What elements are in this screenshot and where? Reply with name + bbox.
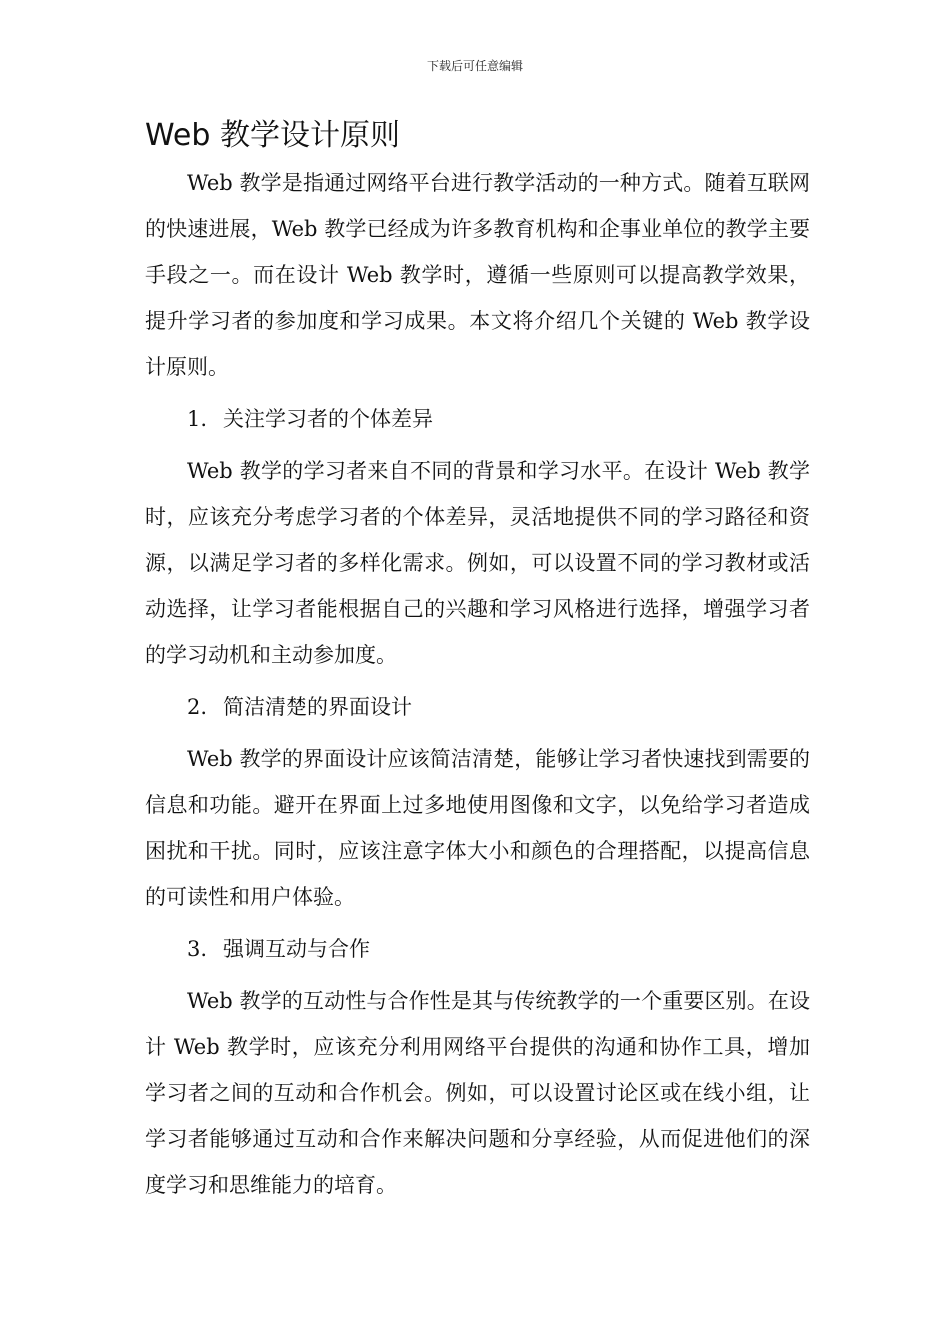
section-body-1: Web 教学的学习者来自不同的背景和学习水平。在设计 Web 教学时，应该充分考虑学习者的个体差异，灵活地提供不同的学习路径和资源，以满足学习者的多样化需求。例如，可以设置不同的学习教材或活动选择，让学习者能根据自己的兴趣和学习风格进行选择，增强学习者的学习动机和主动参加度。	[145, 459, 810, 667]
document-body	[145, 160, 810, 1208]
section-number: 1.	[187, 407, 208, 431]
section-heading-text: 简洁清楚的界面设计	[223, 695, 412, 719]
section-heading-text: 关注学习者的个体差异	[223, 407, 433, 431]
section-body-3: Web 教学的互动性与合作性是其与传统教学的一个重要区别。在设计 Web 教学时，应该充分利用网络平台提供的沟通和协作工具，增加学习者之间的互动和合作机会。例如，可以设置讨论区或在线小组，让学习者能够通过互动和合作来解决问题和分享经验，从而促进他们的深度学习和思维能力的培育。	[145, 989, 810, 1197]
section-number: 2.	[187, 695, 208, 719]
section-body-2: Web 教学的界面设计应该简洁清楚，能够让学习者快速找到需要的信息和功能。避开在界面上过多地使用图像和文字，以免给学习者造成困扰和干扰。同时，应该注意字体大小和颜色的合理搭配，以提高信息的可读性和用户体验。	[145, 747, 810, 909]
section-heading-2	[145, 678, 810, 736]
section-heading-text: 强调互动与合作	[223, 937, 370, 961]
section-number: 3.	[187, 937, 208, 961]
section-heading-1	[145, 390, 810, 448]
document-title: Web 教学设计原则	[145, 118, 400, 153]
header-note: 下载后可任意编辑	[426, 59, 523, 73]
intro-paragraph: Web 教学是指通过网络平台进行教学活动的一种方式。随着互联网的快速进展，Web 教学已经成为许多教育机构和企事业单位的教学主要手段之一。而在设计 Web 教学时，遵循一些原则可以提高教学效果，提升学习者的参加度和学习成果。本文将介绍几个关键的 Web 教学设计原则。	[145, 171, 810, 379]
section-heading-3	[145, 920, 810, 978]
